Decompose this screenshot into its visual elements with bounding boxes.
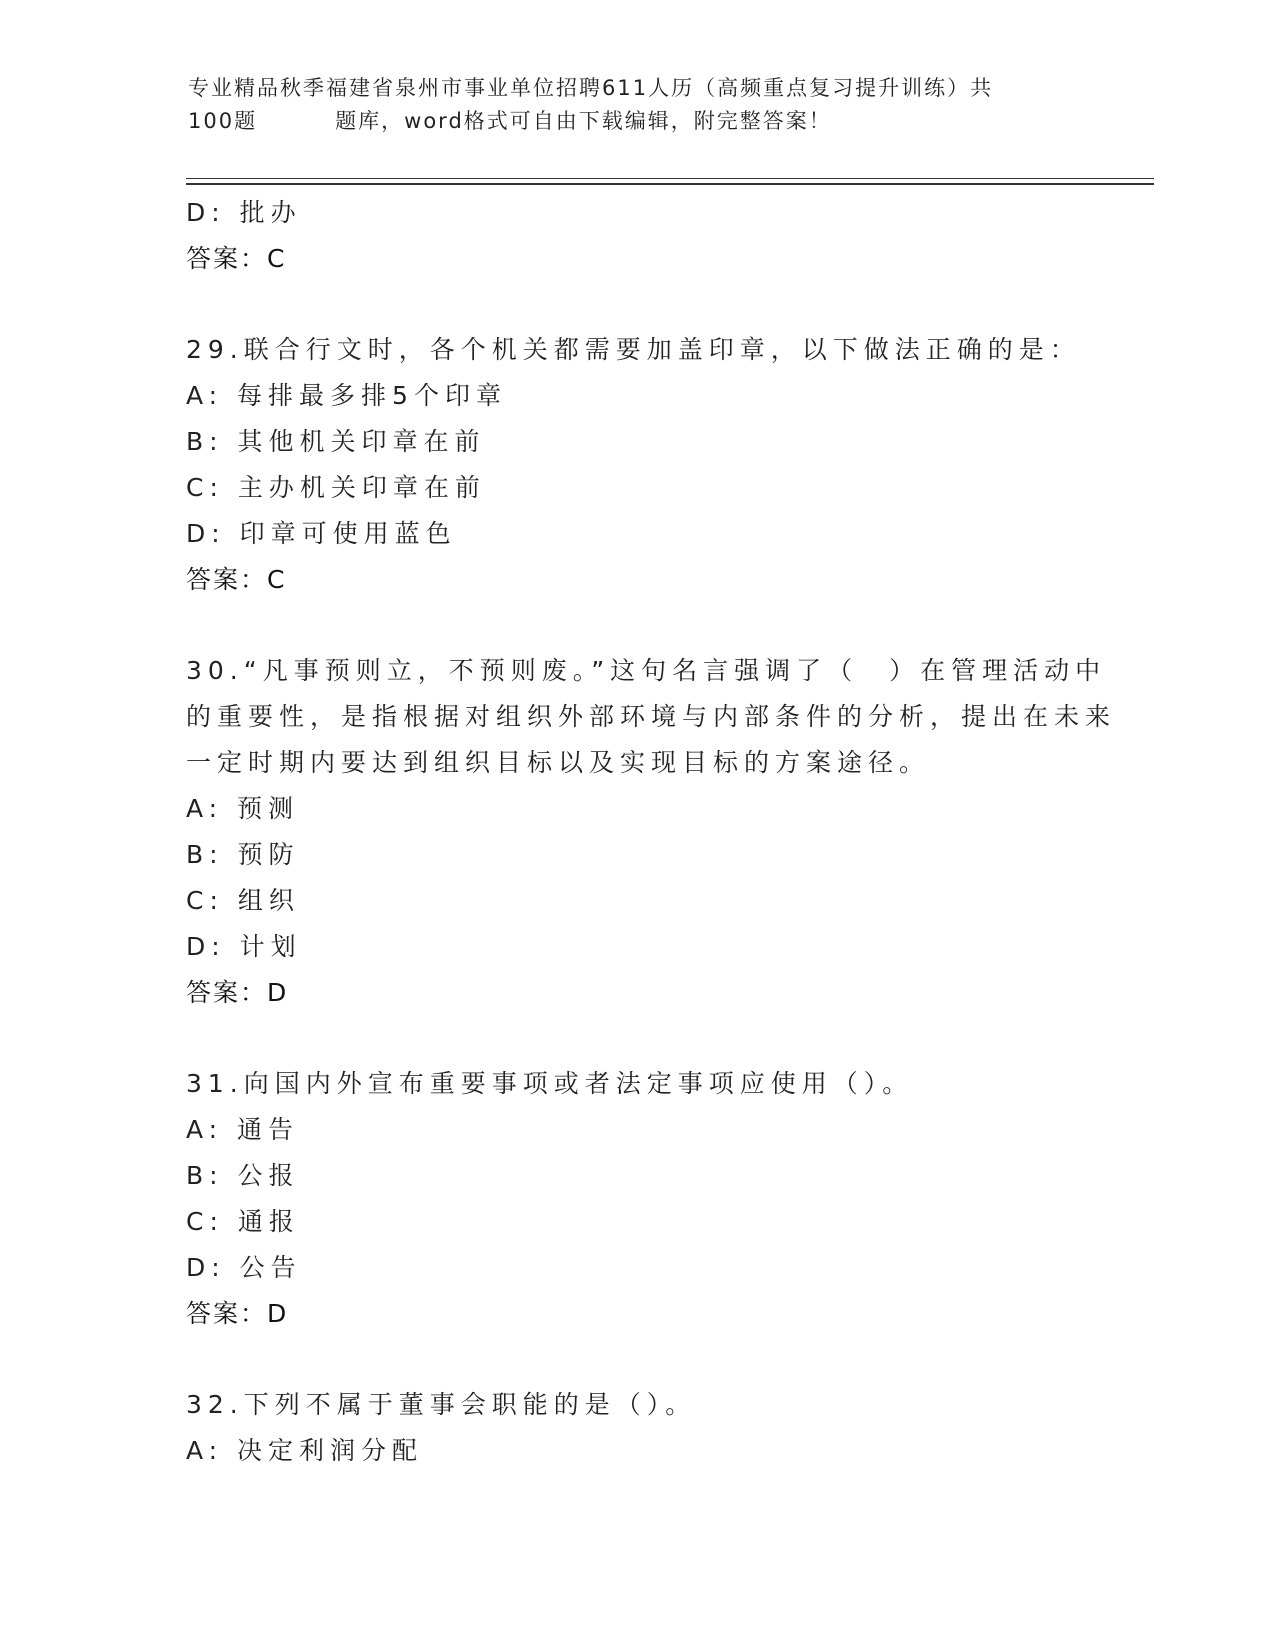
question-32 <box>186 1382 1086 1474</box>
option-c: C: 组织 <box>186 886 300 915</box>
option-d: D: 批办 <box>186 198 302 227</box>
option-b: B: 其他机关印章在前 <box>186 427 486 456</box>
question-29 <box>186 327 1086 603</box>
question-stem: 29.联合行文时，各个机关都需要加盖印章，以下做法正确的是： <box>186 335 1081 364</box>
option-d: D: 印章可使用蓝色 <box>186 519 457 548</box>
option-a: A: 每排最多排5个印章 <box>186 381 507 410</box>
answer: 答案：C <box>186 565 287 594</box>
option-c: C: 通报 <box>186 1207 300 1236</box>
option-a: A: 通告 <box>186 1115 300 1144</box>
question-30 <box>186 648 1117 1016</box>
answer: 答案：D <box>186 1299 289 1328</box>
option-a: A: 决定利润分配 <box>186 1436 424 1465</box>
header-divider-top <box>186 178 1154 179</box>
option-d: D: 计划 <box>186 932 302 961</box>
question-stem-line-3: 一定时期内要达到组织目标以及实现目标的方案途径。 <box>186 748 931 777</box>
header-divider-bottom <box>186 183 1154 185</box>
option-c: C: 主办机关印章在前 <box>186 473 486 502</box>
question-stem: 32.下列不属于董事会职能的是（）。 <box>186 1390 697 1419</box>
header-title-line-1: 专业精品秋季福建省泉州市事业单位招聘611人历（高频重点复习提升训练）共 <box>188 76 994 100</box>
answer: 答案：C <box>186 244 287 273</box>
question-stem-line-2: 的重要性，是指根据对组织外部环境与内部条件的分析，提出在未来 <box>186 702 1117 731</box>
option-b: B: 公报 <box>186 1161 300 1190</box>
answer: 答案：D <box>186 978 289 1007</box>
question-31 <box>186 1061 1086 1337</box>
question-stem: 31.向国内外宣布重要事项或者法定事项应使用（）。 <box>186 1069 914 1098</box>
option-d: D: 公告 <box>186 1253 302 1282</box>
question-list <box>186 190 1117 1474</box>
header-title-line-2: 100题 题库，word格式可自由下载编辑，附完整答案！ <box>188 109 832 133</box>
question-stem-line-1: 30.“凡事预则立，不预则废。”这句名言强调了（ ）在管理活动中 <box>186 656 1107 685</box>
document-header <box>188 72 1068 138</box>
question-28-tail <box>186 190 1086 282</box>
option-b: B: 预防 <box>186 840 300 869</box>
option-a: A: 预测 <box>186 794 300 823</box>
